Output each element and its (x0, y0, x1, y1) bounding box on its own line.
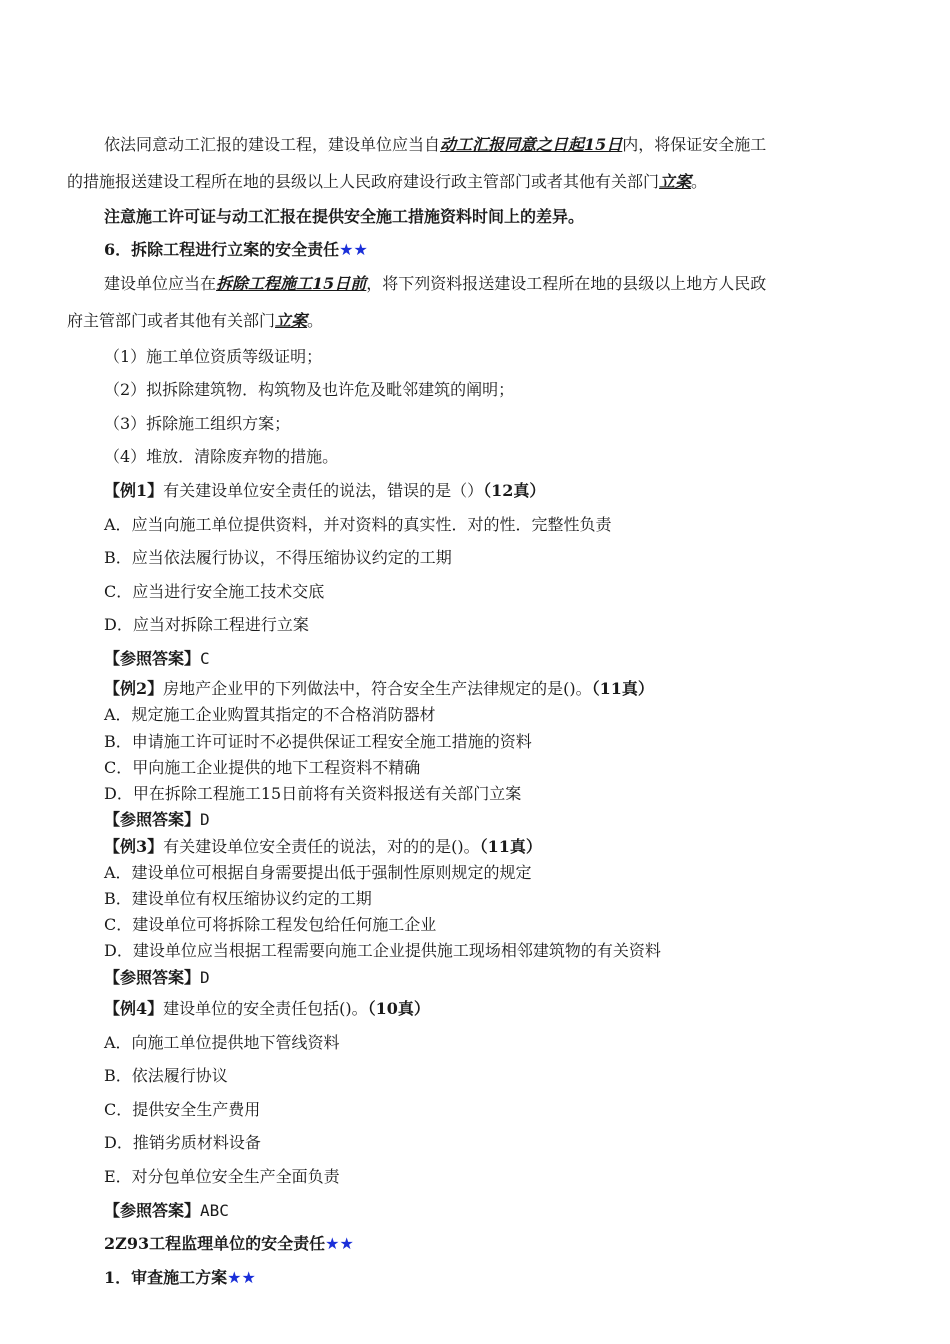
para1-text-post: 内，将保证安全施工 (622, 135, 767, 154)
ex2-tag: 【例2】 (104, 679, 164, 698)
section6-emphasis: 拆除工程施工15日前 (216, 274, 367, 293)
ex1-answer-label: 【参照答案】 (104, 649, 201, 668)
ex4-option: B．依法履行协议 (104, 1066, 228, 1085)
section6-line2-end: 。 (307, 311, 324, 330)
ex3-answer-label: 【参照答案】 (104, 968, 201, 987)
ex3-option: A．建设单位可根据自身需要提出低于强制性原则规定的规定 (104, 863, 532, 882)
section-2z93-heading (104, 1231, 354, 1254)
ex2-option: D．甲在拆除工程施工15日前将有关资料报送有关部门立案 (104, 784, 522, 803)
ex1-option: D．应当对拆除工程进行立案 (104, 615, 309, 634)
note: 注意施工许可证与动工汇报在提供安全施工措施资料时间上的差异。 (104, 207, 585, 226)
ex1-question (104, 478, 545, 501)
ex1-answer-value: C (200, 649, 210, 668)
section6-line2-emphasis: 立案 (275, 311, 308, 330)
section6-line1 (104, 271, 766, 294)
ex1-tag: 【例1】 (104, 481, 164, 500)
ex3-option: B．建设单位有权压缩协议约定的工期 (104, 889, 372, 908)
list-item: （4）堆放．清除废弃物的措施。 (104, 447, 339, 466)
ex4-answer-label: 【参照答案】 (104, 1201, 201, 1220)
ex1-option: B．应当依法履行协议，不得压缩协议约定的工期 (104, 548, 452, 567)
section6-heading (104, 237, 368, 260)
ex2-question (104, 676, 654, 699)
ex2-answer-value: D (200, 810, 210, 829)
ex3-question-text: 有关建设单位安全责任的说法，对的的是()。 (163, 837, 480, 856)
ex3-answer-value: D (200, 968, 210, 987)
para1-line1 (104, 132, 766, 155)
ex2-option: C．甲向施工企业提供的地下工程资料不精确 (104, 758, 421, 777)
ex1-year: （12真） (483, 481, 546, 500)
ex3-answer (104, 965, 210, 988)
ex2-year: （11真） (591, 679, 654, 698)
ex1-question-text: 有关建设单位安全责任的说法，错误的是（） (163, 481, 484, 500)
ex1-option: C．应当进行安全施工技术交底 (104, 582, 325, 601)
list-item: （1）施工单位资质等级证明； (104, 347, 323, 366)
para1-line2 (67, 169, 707, 192)
ex4-option: E．对分包单位安全生产全面负责 (104, 1167, 340, 1186)
section6-line2 (67, 308, 323, 331)
ex2-option: A．规定施工企业购置其指定的不合格消防器材 (104, 705, 436, 724)
star-icon: ★★ (227, 1268, 256, 1287)
section6-heading-text: 6．拆除工程进行立案的安全责任 (104, 240, 340, 259)
section6-text-post: ，将下列资料报送建设工程所在地的县级以上地方人民政 (366, 274, 767, 293)
ex3-option: D．建设单位应当根据工程需要向施工企业提供施工现场相邻建筑物的有关资料 (104, 941, 661, 960)
ex1-option: A．应当向施工单位提供资料，并对资料的真实性．对的性．完整性负责 (104, 515, 612, 534)
ex2-answer-label: 【参照答案】 (104, 810, 201, 829)
ex1-answer (104, 646, 210, 669)
section6-line2-text: 府主管部门或者其他有关部门 (67, 311, 276, 330)
ex4-tag: 【例4】 (104, 999, 164, 1018)
para1-text: 依法同意动工汇报的建设工程，建设单位应当自 (104, 135, 441, 154)
para1-line2-emphasis: 立案 (659, 172, 692, 191)
section-2z93-heading-text: 2Z93工程监理单位的安全责任 (104, 1234, 326, 1253)
para1-line2-end: 。 (691, 172, 708, 191)
ex3-year: （11真） (479, 837, 542, 856)
section6-text: 建设单位应当在 (104, 274, 217, 293)
ex4-answer (104, 1198, 229, 1221)
star-icon: ★★ (339, 240, 368, 259)
ex2-answer (104, 807, 210, 830)
ex4-answer-value: ABC (200, 1201, 229, 1220)
subsection1-heading (104, 1265, 256, 1288)
ex3-question (104, 834, 542, 857)
ex4-option: D．推销劣质材料设备 (104, 1133, 261, 1152)
list-item: （3）拆除施工组织方案； (104, 414, 291, 433)
star-icon: ★★ (325, 1234, 354, 1253)
para1-line2-text: 的措施报送建设工程所在地的县级以上人民政府建设行政主管部门或者其他有关部门 (67, 172, 660, 191)
subsection1-heading-text: 1．审查施工方案 (104, 1268, 228, 1287)
ex2-option: B．申请施工许可证时不必提供保证工程安全施工措施的资料 (104, 732, 532, 751)
para1-emphasis: 动工汇报同意之日起15日 (440, 135, 623, 154)
ex4-question (104, 996, 430, 1019)
ex4-option: A．向施工单位提供地下管线资料 (104, 1033, 340, 1052)
list-item: （2）拟拆除建筑物．构筑物及也许危及毗邻建筑的阐明； (104, 380, 515, 399)
ex3-option: C．建设单位可将拆除工程发包给任何施工企业 (104, 915, 437, 934)
ex4-year: （10真） (367, 999, 430, 1018)
ex3-tag: 【例3】 (104, 837, 164, 856)
ex4-question-text: 建设单位的安全责任包括()。 (163, 999, 368, 1018)
ex4-option: C．提供安全生产费用 (104, 1100, 261, 1119)
ex2-question-text: 房地产企业甲的下列做法中，符合安全生产法律规定的是()。 (163, 679, 592, 698)
